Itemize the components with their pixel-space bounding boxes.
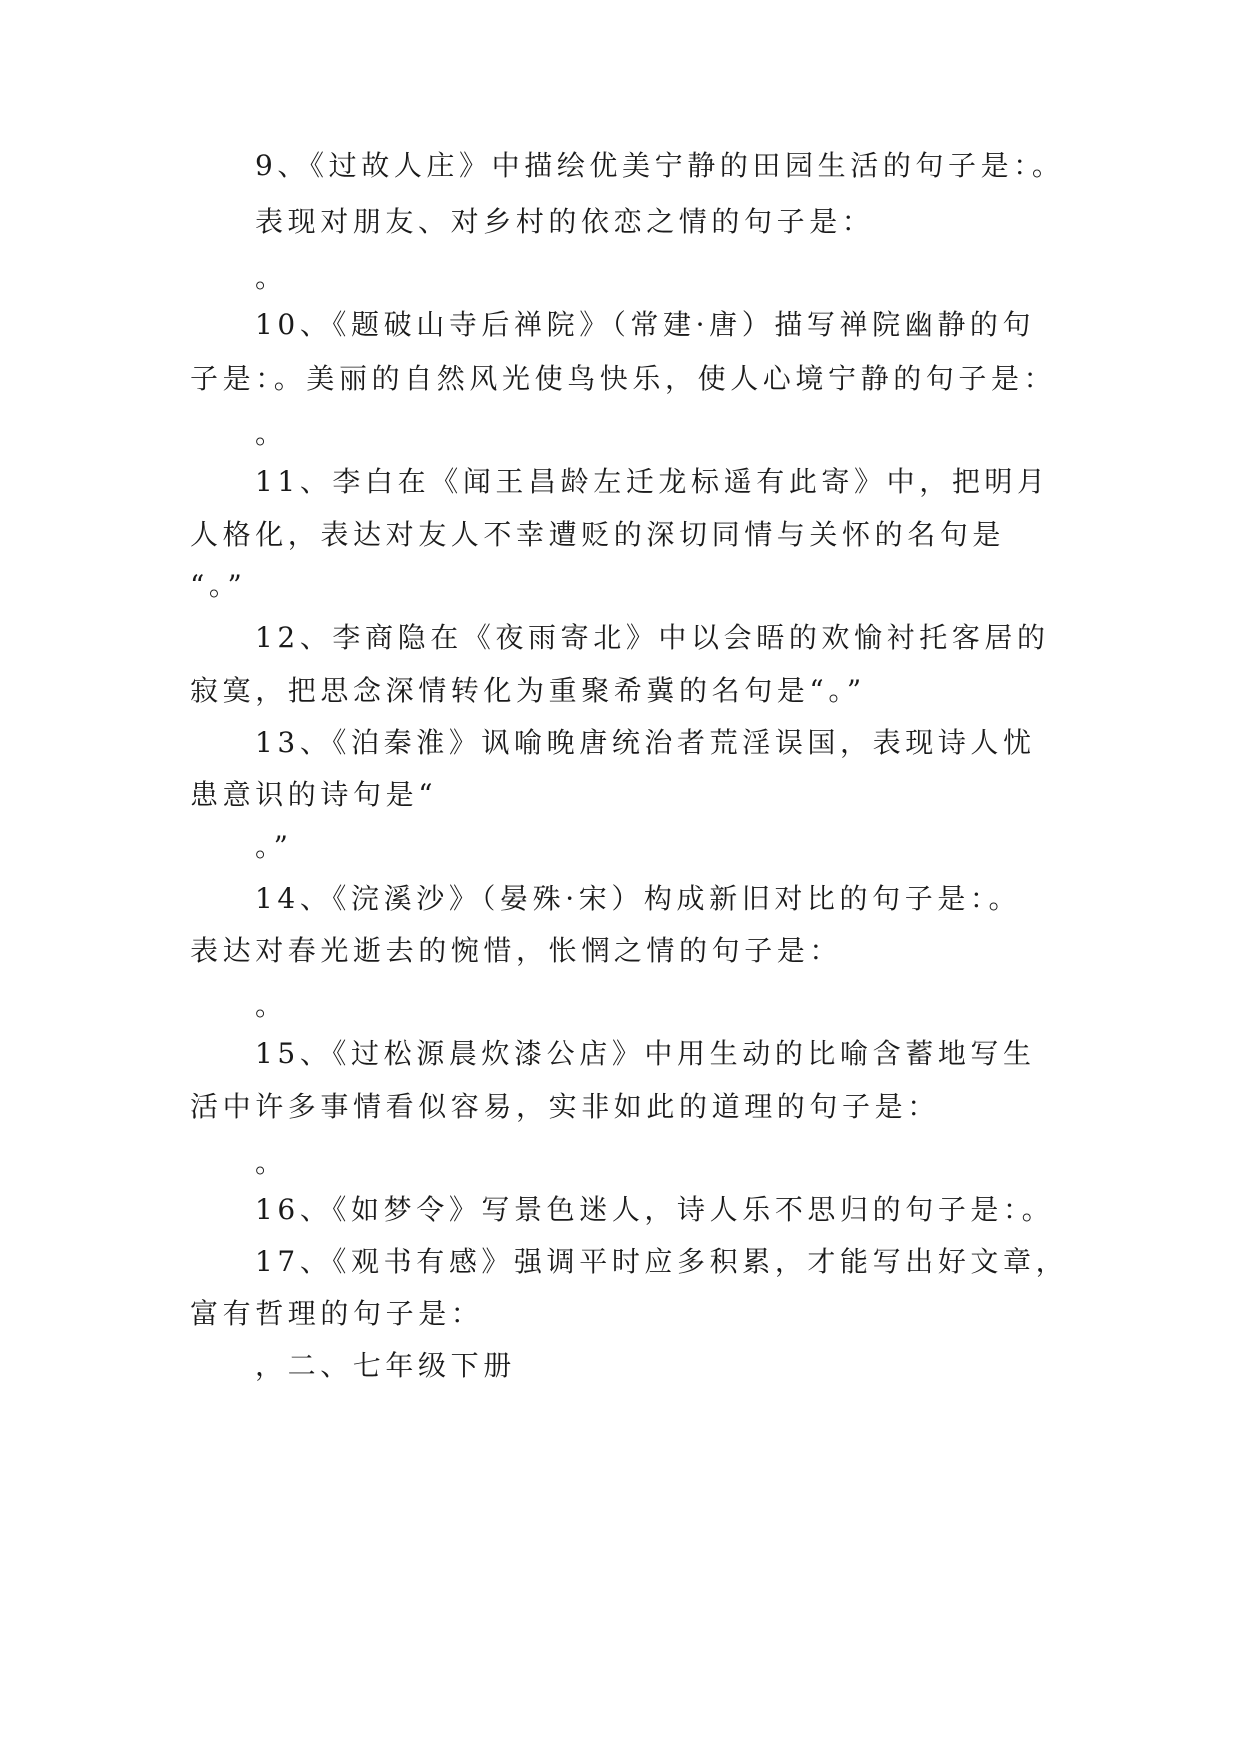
text-line: 14、《浣溪沙》（晏殊·宋）构成新旧对比的句子是：。 bbox=[255, 882, 1022, 915]
text-line: “。” bbox=[190, 569, 247, 602]
text-line: 。 bbox=[255, 417, 288, 450]
text-line: 13、《泊秦淮》讽喻晚唐统治者荒淫误国，表现诗人忧 bbox=[255, 726, 1036, 759]
text-line: 表达对春光逝去的惋惜，怅惘之情的句子是： bbox=[190, 934, 843, 967]
text-line: 富有哲理的句子是： bbox=[190, 1297, 484, 1330]
text-line: 10、《题破山寺后禅院》（常建·唐）描写禅院幽静的句 bbox=[255, 308, 1036, 341]
text-line: 9、《过故人庄》中描绘优美宁静的田园生活的句子是：。 bbox=[255, 149, 1065, 182]
text-line: ，二、七年级下册 bbox=[255, 1349, 516, 1382]
text-line: 人格化，表达对友人不幸遭贬的深切同情与关怀的名句是 bbox=[190, 518, 1006, 551]
text-line: 寂寞，把思念深情转化为重聚希冀的名句是“。” bbox=[190, 674, 866, 707]
text-line: 。 bbox=[255, 1146, 288, 1179]
text-line: 。 bbox=[255, 261, 288, 294]
text-line: 17、《观书有感》强调平时应多积累，才能写出好文章， bbox=[255, 1245, 1069, 1278]
text-line: 15、《过松源晨炊漆公店》中用生动的比喻含蓄地写生 bbox=[255, 1037, 1036, 1070]
text-line: 。 bbox=[255, 989, 288, 1022]
text-line: 16、《如梦令》写景色迷人，诗人乐不思归的句子是：。 bbox=[255, 1193, 1055, 1226]
text-line: 12、李商隐在《夜雨寄北》中以会晤的欢愉衬托客居的 bbox=[255, 621, 1050, 654]
text-line: 患意识的诗句是“ bbox=[190, 778, 438, 811]
text-line: 子是：。美丽的自然风光使鸟快乐，使人心境宁静的句子是： bbox=[190, 362, 1057, 395]
text-line: 表现对朋友、对乡村的依恋之情的句子是： bbox=[255, 205, 875, 238]
text-line: 11、李白在《闻王昌龄左迁龙标遥有此寄》中，把明月 bbox=[255, 465, 1050, 498]
text-line: 活中许多事情看似容易，实非如此的道理的句子是： bbox=[190, 1090, 940, 1123]
text-line: 。” bbox=[255, 830, 293, 863]
